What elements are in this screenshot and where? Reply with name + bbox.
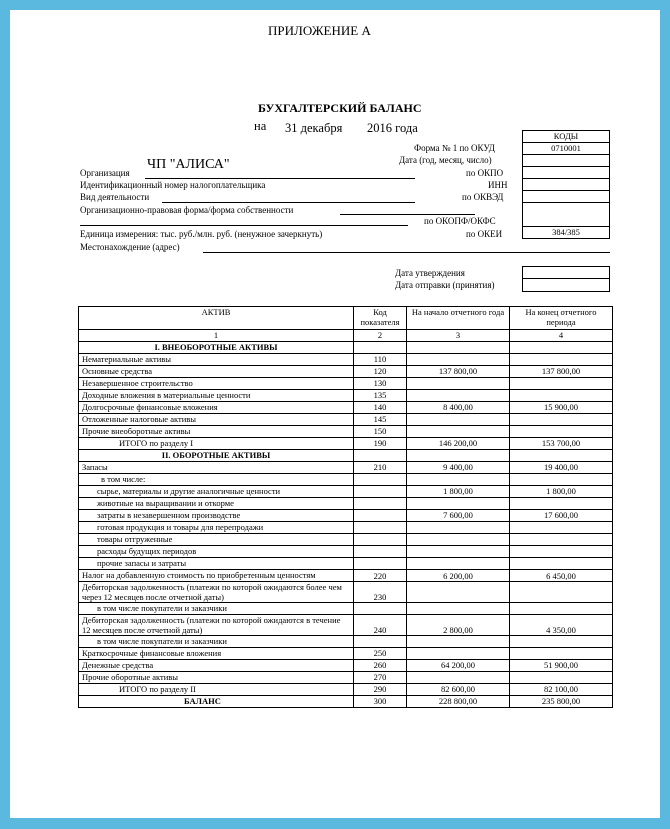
row-code	[354, 546, 407, 558]
table-row	[79, 486, 613, 498]
row-start-value: 8 400,00	[407, 402, 510, 414]
row-end-value	[510, 603, 613, 615]
table-row	[79, 648, 613, 660]
row-start-value: 6 200,00	[407, 570, 510, 582]
row-name: II. ОБОРОТНЫЕ АКТИВЫ	[79, 450, 354, 462]
row-end-value	[510, 534, 613, 546]
row-code	[354, 636, 407, 648]
row-code	[354, 522, 407, 534]
row-end-value: 153 700,00	[510, 438, 613, 450]
row-end-value: 137 800,00	[510, 366, 613, 378]
row-start-value	[407, 534, 510, 546]
okopf-code-cell	[523, 203, 610, 227]
activity-line	[162, 202, 415, 203]
codes-header: КОДЫ	[523, 131, 610, 143]
header-start: На начало отчетного года	[407, 307, 510, 330]
row-start-value: 64 200,00	[407, 660, 510, 672]
table-row	[79, 366, 613, 378]
address-line	[203, 252, 610, 253]
row-start-value: 228 800,00	[407, 696, 510, 708]
table-row	[79, 534, 613, 546]
table-row	[79, 570, 613, 582]
row-name: в том числе:	[79, 474, 354, 486]
table-row	[79, 696, 613, 708]
row-end-value	[510, 672, 613, 684]
table-row	[79, 462, 613, 474]
row-end-value	[510, 648, 613, 660]
table-row	[79, 546, 613, 558]
okved-label: по ОКВЭД	[462, 192, 504, 202]
sent-date-label: Дата отправки (принятия)	[395, 280, 495, 290]
row-code	[354, 474, 407, 486]
row-start-value	[407, 636, 510, 648]
row-name: ИТОГО по разделу II	[79, 684, 354, 696]
row-end-value	[510, 546, 613, 558]
row-start-value	[407, 342, 510, 354]
row-code: 145	[354, 414, 407, 426]
table-row	[79, 342, 613, 354]
header-code: Код показателя	[354, 307, 407, 330]
balance-table	[78, 306, 613, 708]
table-number-row	[79, 330, 613, 342]
document-title: БУХГАЛТЕРСКИЙ БАЛАНС	[258, 101, 422, 115]
row-name: Прочие оборотные активы	[79, 672, 354, 684]
row-code: 130	[354, 378, 407, 390]
row-start-value	[407, 414, 510, 426]
row-code: 135	[354, 390, 407, 402]
row-start-value: 137 800,00	[407, 366, 510, 378]
row-end-value	[510, 390, 613, 402]
row-end-value	[510, 450, 613, 462]
table-row	[79, 450, 613, 462]
table-row	[79, 636, 613, 648]
row-start-value	[407, 450, 510, 462]
unit-caption: Единица измерения: тыс. руб./млн. руб. (ненужное зачеркнуть)	[80, 229, 323, 239]
row-start-value	[407, 603, 510, 615]
table-row	[79, 414, 613, 426]
table-row	[79, 522, 613, 534]
report-date: 31 декабря	[285, 121, 343, 135]
row-start-value: 146 200,00	[407, 438, 510, 450]
row-start-value: 2 800,00	[407, 615, 510, 636]
row-code	[354, 558, 407, 570]
approval-date-label: Дата утверждения	[395, 268, 465, 278]
row-code: 210	[354, 462, 407, 474]
col-number-1: 1	[79, 330, 354, 342]
row-end-value: 19 400,00	[510, 462, 613, 474]
row-end-value	[510, 636, 613, 648]
row-end-value	[510, 498, 613, 510]
col-number-2: 2	[354, 330, 407, 342]
row-name: Дебиторская задолженность (платежи по которой ожидаются в течение 12 месяцев после отчетной даты)	[79, 615, 354, 636]
row-code: 110	[354, 354, 407, 366]
row-start-value	[407, 582, 510, 603]
table-row	[79, 603, 613, 615]
org-line	[145, 178, 415, 179]
row-start-value	[407, 672, 510, 684]
row-end-value	[510, 342, 613, 354]
table-row	[79, 402, 613, 414]
activity-caption: Вид деятельности	[80, 192, 150, 202]
row-start-value	[407, 378, 510, 390]
inn-label: ИНН	[488, 180, 508, 190]
form-code: 0710001	[523, 143, 610, 155]
table-row	[79, 498, 613, 510]
row-code: 270	[354, 672, 407, 684]
header-end: На конец отчетного периода	[510, 307, 613, 330]
row-code	[354, 450, 407, 462]
row-end-value: 4 350,00	[510, 615, 613, 636]
col-number-3: 3	[407, 330, 510, 342]
row-name: Прочие внеоборотные активы	[79, 426, 354, 438]
row-end-value: 15 900,00	[510, 402, 613, 414]
row-code: 190	[354, 438, 407, 450]
table-row	[79, 510, 613, 522]
row-name: сырье, материалы и другие аналогичные ценности	[79, 486, 354, 498]
table-row	[79, 582, 613, 603]
row-code: 150	[354, 426, 407, 438]
date-prefix: на	[254, 119, 267, 133]
okpo-code-cell	[523, 167, 610, 179]
row-end-value: 82 100,00	[510, 684, 613, 696]
header-asset: АКТИВ	[79, 307, 354, 330]
row-start-value	[407, 390, 510, 402]
okved-code-cell	[523, 191, 610, 203]
row-start-value	[407, 426, 510, 438]
row-name: расходы будущих периодов	[79, 546, 354, 558]
legal-form-caption: Организационно-правовая форма/форма собственности	[80, 205, 294, 215]
row-code: 250	[354, 648, 407, 660]
row-code: 290	[354, 684, 407, 696]
address-caption: Местонахождение (адрес)	[80, 242, 180, 252]
row-start-value	[407, 522, 510, 534]
row-name: товары отгруженные	[79, 534, 354, 546]
row-name: прочие запасы и затраты	[79, 558, 354, 570]
row-start-value	[407, 474, 510, 486]
table-row	[79, 354, 613, 366]
row-name: БАЛАНС	[79, 696, 354, 708]
row-end-value	[510, 522, 613, 534]
okpo-label: по ОКПО	[466, 168, 504, 178]
row-code	[354, 603, 407, 615]
inn-caption: Идентификационный номер налогоплательщика	[80, 180, 266, 190]
row-name: Незавершенное строительство	[79, 378, 354, 390]
table-row	[79, 378, 613, 390]
okei-label: по ОКЕИ	[466, 229, 503, 239]
row-end-value: 17 600,00	[510, 510, 613, 522]
row-code: 260	[354, 660, 407, 672]
table-row	[79, 390, 613, 402]
row-end-value	[510, 378, 613, 390]
table-row	[79, 615, 613, 636]
row-name: в том числе покупатели и заказчики	[79, 636, 354, 648]
row-end-value	[510, 414, 613, 426]
row-name: затраты в незавершенном производстве	[79, 510, 354, 522]
report-year: 2016 года	[367, 121, 418, 135]
row-code	[354, 498, 407, 510]
row-start-value	[407, 648, 510, 660]
row-end-value	[510, 582, 613, 603]
row-name: I. ВНЕОБОРОТНЫЕ АКТИВЫ	[79, 342, 354, 354]
row-name: Налог на добавленную стоимость по приобретенным ценностям	[79, 570, 354, 582]
row-code	[354, 510, 407, 522]
inn-code-cell	[523, 179, 610, 191]
row-code: 300	[354, 696, 407, 708]
row-name: Дебиторская задолженность (платежи по которой ожидаются более чем через 12 месяцев после отчетной даты)	[79, 582, 354, 603]
row-end-value: 6 450,00	[510, 570, 613, 582]
row-code: 120	[354, 366, 407, 378]
table-header-row	[79, 307, 613, 330]
okei-code: 384/385	[523, 227, 610, 239]
row-name: Отложенные налоговые активы	[79, 414, 354, 426]
row-start-value: 9 400,00	[407, 462, 510, 474]
org-value: ЧП "АЛИСА"	[147, 157, 230, 172]
row-code: 220	[354, 570, 407, 582]
balance-table-body	[79, 307, 613, 708]
row-start-value: 1 800,00	[407, 486, 510, 498]
row-start-value	[407, 546, 510, 558]
appendix-title: ПРИЛОЖЕНИЕ А	[268, 23, 371, 38]
row-code: 240	[354, 615, 407, 636]
row-code	[354, 342, 407, 354]
row-end-value: 51 900,00	[510, 660, 613, 672]
col-number-4: 4	[510, 330, 613, 342]
table-row	[79, 426, 613, 438]
row-name: ИТОГО по разделу I	[79, 438, 354, 450]
table-row	[79, 660, 613, 672]
row-name: Запасы	[79, 462, 354, 474]
row-name: в том числе покупатели и заказчики	[79, 603, 354, 615]
legal-form-line	[340, 214, 475, 215]
row-code	[354, 534, 407, 546]
row-name: Краткосрочные финансовые вложения	[79, 648, 354, 660]
row-name: животные на выращивании и откорме	[79, 498, 354, 510]
row-name: Нематериальные активы	[79, 354, 354, 366]
table-row	[79, 672, 613, 684]
org-label: Организация	[80, 168, 130, 178]
okopf-label: по ОКОПФ/ОКФС	[424, 216, 496, 226]
row-end-value	[510, 474, 613, 486]
row-end-value	[510, 354, 613, 366]
row-code	[354, 486, 407, 498]
row-start-value: 82 600,00	[407, 684, 510, 696]
row-name: Долгосрочные финансовые вложения	[79, 402, 354, 414]
row-code: 140	[354, 402, 407, 414]
date-label: Дата (год, месяц, число)	[399, 155, 492, 165]
approval-date-box	[522, 266, 610, 292]
table-row	[79, 558, 613, 570]
approval-date-divider	[522, 278, 610, 279]
row-name: готовая продукция и товары для перепродажи	[79, 522, 354, 534]
row-end-value: 235 800,00	[510, 696, 613, 708]
row-name: Доходные вложения в материальные ценности	[79, 390, 354, 402]
table-row	[79, 474, 613, 486]
balance-sheet-page	[10, 10, 660, 818]
table-row	[79, 684, 613, 696]
table-row	[79, 438, 613, 450]
row-name: Денежные средства	[79, 660, 354, 672]
row-start-value	[407, 354, 510, 366]
row-start-value: 7 600,00	[407, 510, 510, 522]
row-start-value	[407, 498, 510, 510]
form-label: Форма № 1 по ОКУД	[414, 143, 495, 153]
row-start-value	[407, 558, 510, 570]
row-name: Основные средства	[79, 366, 354, 378]
legal-form-line-2	[80, 225, 408, 226]
row-code: 230	[354, 582, 407, 603]
row-end-value	[510, 558, 613, 570]
codes-table	[522, 130, 610, 239]
date-code-cell	[523, 155, 610, 167]
row-end-value: 1 800,00	[510, 486, 613, 498]
row-end-value	[510, 426, 613, 438]
